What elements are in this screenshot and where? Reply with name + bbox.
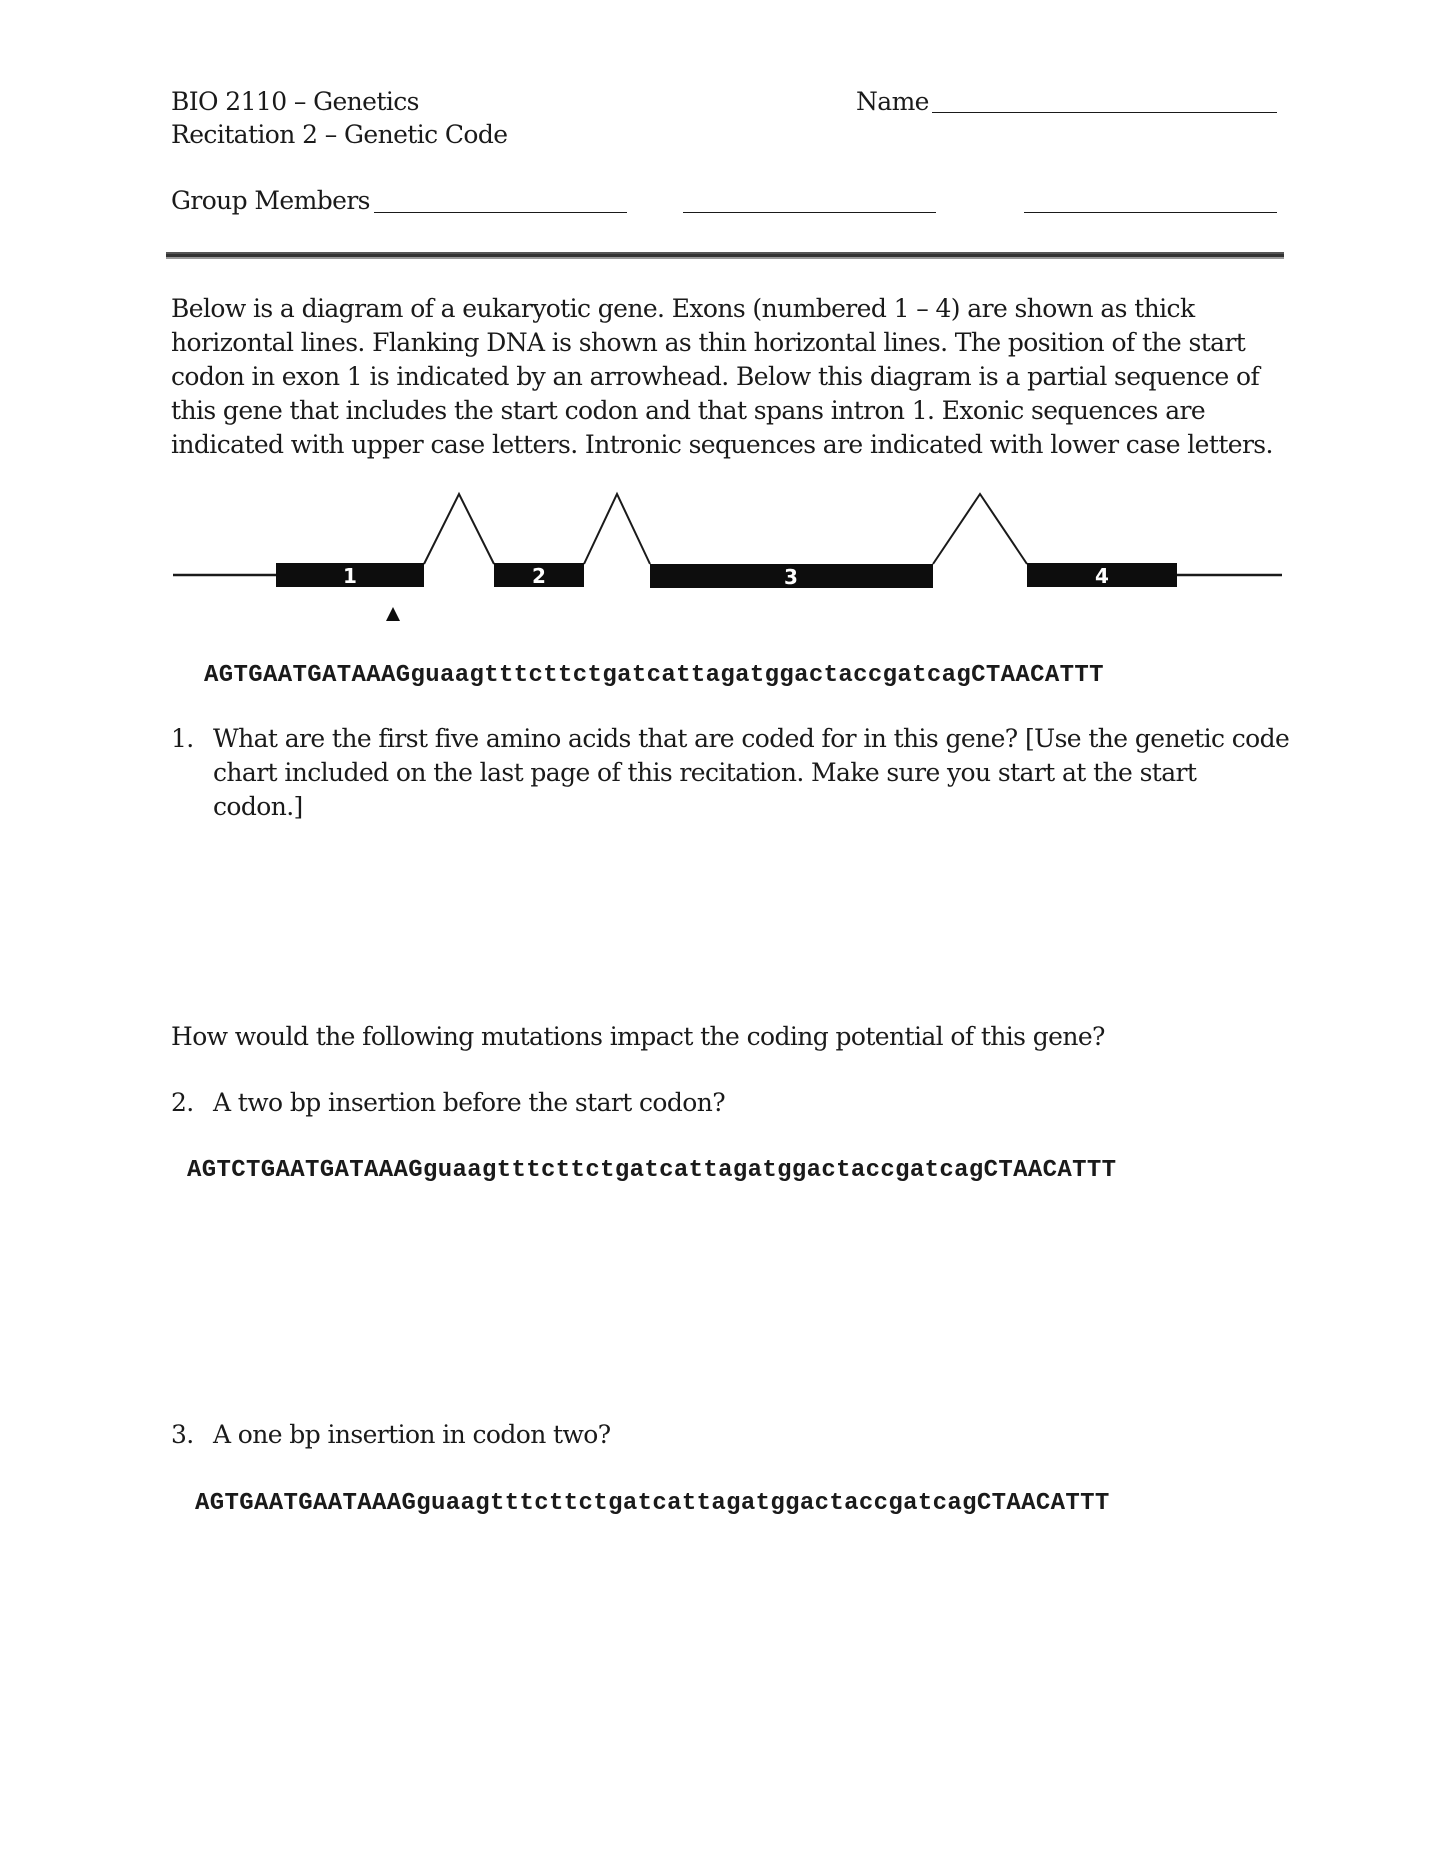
question-3-sequence: AGTGAATGAATAAAGguaagtttcttctgatcattagatggactaccgatcagCTAACATTT [195, 1490, 1110, 1517]
name-blank[interactable] [932, 112, 1277, 113]
question-3-number: 3. [171, 1420, 194, 1449]
exon-3-label: 3 [784, 565, 798, 589]
intro-line: codon in exon 1 is indicated by an arrowhead. Below this diagram is a partial sequence of [171, 362, 1260, 391]
gene-sequence: AGTGAATGATAAAGguaagtttcttctgatcattagatggactaccgatcagCTAACATTT [204, 662, 1104, 689]
question-1-text [213, 722, 1289, 824]
exon-4-label: 4 [1095, 564, 1109, 588]
question-2-answer-area[interactable] [171, 1200, 1281, 1400]
header-divider [166, 252, 1284, 257]
intro-line: indicated with upper case letters. Intronic sequences are indicated with lower case letters. [171, 430, 1273, 459]
question-1-line: codon.] [213, 792, 303, 821]
question-3-text: A one bp insertion in codon two? [213, 1420, 611, 1449]
exon-2-label: 2 [532, 564, 546, 588]
question-1-line: chart included on the last page of this recitation. Make sure you start at the start [213, 758, 1197, 787]
question-2-number: 2. [171, 1088, 194, 1117]
group-member-3-blank[interactable] [1024, 212, 1277, 213]
question-1-answer-area[interactable] [171, 840, 1281, 1010]
course-title: BIO 2110 – Genetics [171, 87, 419, 116]
question-2-sequence: AGTCTGAATGATAAAGguaagtttcttctgatcattagatggactaccgatcagCTAACATTT [187, 1157, 1117, 1184]
group-member-2-blank[interactable] [683, 212, 936, 213]
intro-line: this gene that includes the start codon and that spans intron 1. Exonic sequences are [171, 396, 1206, 425]
intro-line: horizontal lines. Flanking DNA is shown as thin horizontal lines. The position of the start [171, 328, 1246, 357]
name-label: Name [856, 87, 929, 116]
question-3-answer-area[interactable] [171, 1540, 1281, 1800]
intro-paragraph [171, 292, 1291, 462]
start-codon-arrowhead-icon [386, 607, 400, 621]
intron-2 [584, 494, 650, 564]
mutations-prompt: How would the following mutations impact the coding potential of this gene? [171, 1022, 1105, 1051]
question-2-text: A two bp insertion before the start codon? [213, 1088, 726, 1117]
intron-1 [424, 494, 494, 564]
exon-1-label: 1 [343, 564, 357, 588]
group-members-label: Group Members [171, 186, 370, 215]
intro-line: Below is a diagram of a eukaryotic gene. Exons (numbered 1 – 4) are shown as thick [171, 294, 1195, 323]
group-member-1-blank[interactable] [374, 212, 627, 213]
gene-diagram [0, 480, 1456, 640]
question-1-line: What are the first five amino acids that are coded for in this gene? [Use the genetic code [213, 724, 1290, 753]
question-1-number: 1. [171, 724, 194, 753]
intron-3 [933, 494, 1027, 564]
recitation-title: Recitation 2 – Genetic Code [171, 120, 508, 149]
